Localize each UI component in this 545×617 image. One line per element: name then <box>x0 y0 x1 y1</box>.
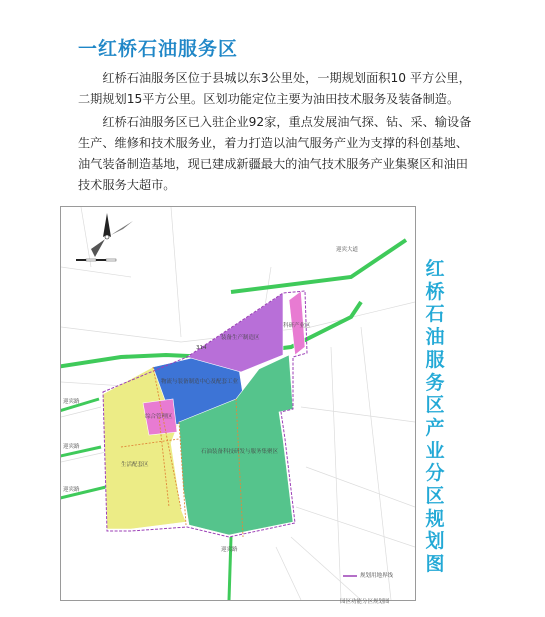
title-char: 分 <box>425 462 445 485</box>
title-char: 服 <box>425 348 445 371</box>
title-char: 红 <box>425 258 445 280</box>
intro-paragraph: 红桥石油服务区位于县城以东3公里处，一期规划面积10 平方公里，二期规划15平方公里。区划功能定位主要为油田技术服务及装备制造。 <box>78 71 471 106</box>
title-char: 规 <box>425 507 445 530</box>
title-char: 务 <box>425 371 445 394</box>
zone-purple <box>187 293 283 372</box>
title-char: 桥 <box>425 280 445 303</box>
enterprises-paragraph: 红桥石油服务区已入驻企业92家，重点发展油气探、钻、采、输设备生产、维修和技术服务业，着力打造以油气服务产业为支撑的科创基地、油气装备制造基地，现已建成新疆最大的油气技术服务产业集聚区和油田技术服务大超市。 <box>78 115 472 192</box>
label-road-northeast: 迎宾大道 <box>336 247 359 253</box>
label-road-west1: 迎宾路 <box>63 399 80 405</box>
title-char: 区 <box>425 394 445 417</box>
label-zone-pink-west: 综合管理区 <box>145 414 173 420</box>
title-char: 业 <box>425 439 445 462</box>
title-char: 石 <box>425 303 445 326</box>
label-zone-pink-northeast: 科研产业区 <box>283 323 311 329</box>
label-road-west3: 迎宾路 <box>63 487 80 493</box>
label-road-314: 314 <box>196 345 207 351</box>
compass-icon <box>91 213 133 257</box>
label-road-south: 迎宾路 <box>221 547 238 553</box>
scale-bar <box>76 259 116 261</box>
zoning-map <box>60 206 416 601</box>
legend-label: 规划用地界线 <box>360 573 394 579</box>
label-zone-green: 石油装备科技研发与服务集聚区 <box>201 449 279 455</box>
label-zone-yellow: 生活配套区 <box>121 462 149 468</box>
label-zone-purple: 装备生产制造区 <box>221 335 260 341</box>
title-char: 划 <box>425 530 445 553</box>
figure-caption: 园区功能分区规划图 <box>340 599 390 605</box>
road-northeast <box>231 240 406 292</box>
title-char: 区 <box>425 485 445 508</box>
label-road-west2: 迎宾路 <box>63 444 80 450</box>
title-char: 油 <box>425 326 445 349</box>
section-heading: 一红桥石油服务区 <box>78 38 239 60</box>
zoning-map-graphic <box>61 207 415 600</box>
label-zone-blue: 物流与装备制造中心及配套工业 <box>161 379 239 385</box>
vertical-map-title <box>424 258 446 576</box>
title-char: 产 <box>425 416 445 439</box>
title-char: 图 <box>425 553 445 576</box>
